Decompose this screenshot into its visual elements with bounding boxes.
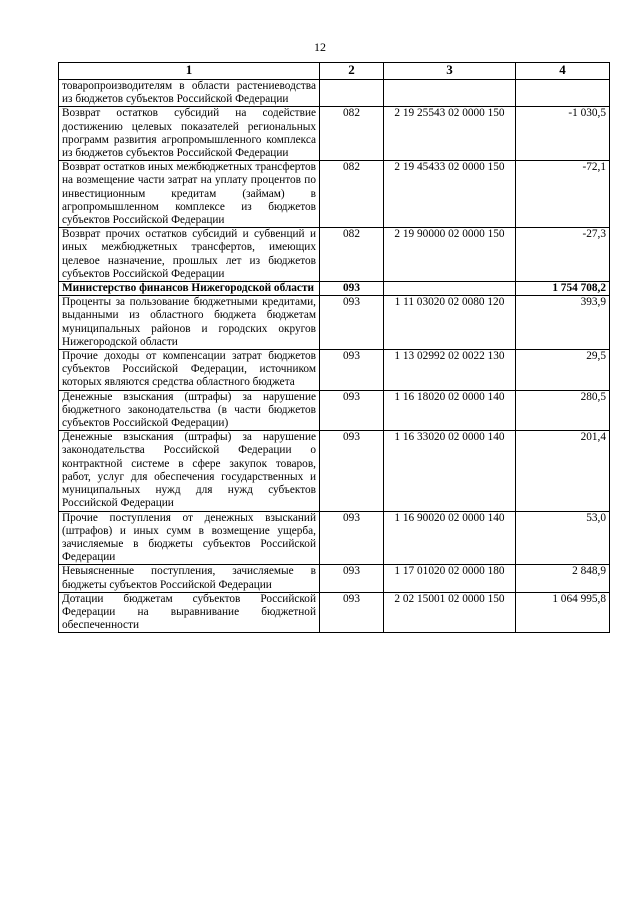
row-code-cell: 082 [320,161,384,228]
row-amount-cell [516,80,610,107]
row-name-cell: Прочие доходы от компенсации затрат бюджетов субъектов Российской Федерации, источником которых являются средства областного бюджета [59,350,320,391]
row-amount-cell: -1 030,5 [516,107,610,161]
row-name-cell: Возврат остатков иных межбюджетных трансфертов на возмещение части затрат на уплату процентов по инвестиционным кредитам (займам) в агропромышленном комплексе из бюджетов субъектов Российской Федерации [59,161,320,228]
row-amount-cell: 2 848,9 [516,565,610,592]
row-amount-cell: 393,9 [516,296,610,350]
row-amount-cell: 201,4 [516,431,610,511]
row-amount-cell: 53,0 [516,511,610,565]
row-code-cell: 093 [320,592,384,633]
row-kbk-cell: 2 19 45433 02 0000 150 [384,161,516,228]
budget-revenue-table [58,62,610,633]
row-name-cell: Министерство финансов Нижегородской области [59,282,320,296]
row-name-cell: Дотации бюджетам субъектов Российской Федерации на выравнивание бюджетной обеспеченности [59,592,320,633]
table-row [59,282,610,296]
row-amount-cell: 29,5 [516,350,610,391]
column-header-2: 2 [320,63,384,80]
table-row [59,107,610,161]
column-header-4: 4 [516,63,610,80]
table-row [59,228,610,282]
table-header-row [59,63,610,80]
row-name-cell: Возврат прочих остатков субсидий и субвенций и иных межбюджетных трансфертов, имеющих целевое назначение, прошлых лет из бюджетов субъектов Российской Федерации [59,228,320,282]
table-row [59,431,610,511]
row-kbk-cell [384,282,516,296]
row-amount-cell: 1 064 995,8 [516,592,610,633]
row-name-cell: Возврат остатков субсидий на содействие достижению целевых показателей региональных программ развития агропромышленного комплекса из бюджетов субъектов Российской Федерации [59,107,320,161]
table-row [59,296,610,350]
page-number: 12 [314,40,326,54]
table-row [59,390,610,431]
row-kbk-cell: 1 16 90020 02 0000 140 [384,511,516,565]
table-body [59,80,610,633]
table-row [59,350,610,391]
column-header-1: 1 [59,63,320,80]
row-name-cell: Денежные взыскания (штрафы) за нарушение законодательства Российской Федерации о контрактной системе в сфере закупок товаров, работ, услуг для обеспечения государственных и муниципальных нужд для нужд субъектов Российской Федерации [59,431,320,511]
table-row [59,565,610,592]
row-code-cell: 093 [320,565,384,592]
row-code-cell: 082 [320,107,384,161]
row-name-cell: Невыясненные поступления, зачисляемые в бюджеты субъектов Российской Федерации [59,565,320,592]
column-header-3: 3 [384,63,516,80]
row-kbk-cell: 1 16 33020 02 0000 140 [384,431,516,511]
table-row [59,511,610,565]
row-kbk-cell: 1 17 01020 02 0000 180 [384,565,516,592]
row-name-cell: Прочие поступления от денежных взысканий (штрафов) и иных сумм в возмещение ущерба, зачисляемые в бюджеты субъектов Российской Федерации [59,511,320,565]
row-kbk-cell: 1 11 03020 02 0080 120 [384,296,516,350]
row-kbk-cell: 2 19 25543 02 0000 150 [384,107,516,161]
row-code-cell: 093 [320,282,384,296]
row-amount-cell: 280,5 [516,390,610,431]
row-name-cell: Проценты за пользование бюджетными кредитами, выданными из областного бюджета бюджетам муниципальных районов и городских округов Нижегородской области [59,296,320,350]
table-row [59,80,610,107]
row-amount-cell: -72,1 [516,161,610,228]
row-code-cell: 093 [320,511,384,565]
row-code-cell: 093 [320,350,384,391]
row-name-cell: Денежные взыскания (штрафы) за нарушение бюджетного законодательства (в части бюджетов субъектов Российской Федерации) [59,390,320,431]
row-kbk-cell: 2 19 90000 02 0000 150 [384,228,516,282]
row-code-cell: 082 [320,228,384,282]
row-kbk-cell [384,80,516,107]
row-kbk-cell: 2 02 15001 02 0000 150 [384,592,516,633]
row-kbk-cell: 1 13 02992 02 0022 130 [384,350,516,391]
row-code-cell: 093 [320,431,384,511]
row-name-cell: товаропроизводителям в области растениеводства из бюджетов субъектов Российской Федерации [59,80,320,107]
row-kbk-cell: 1 16 18020 02 0000 140 [384,390,516,431]
row-amount-cell: 1 754 708,2 [516,282,610,296]
row-amount-cell: -27,3 [516,228,610,282]
row-code-cell: 093 [320,296,384,350]
table-row [59,161,610,228]
row-code-cell [320,80,384,107]
table-row [59,592,610,633]
row-code-cell: 093 [320,390,384,431]
